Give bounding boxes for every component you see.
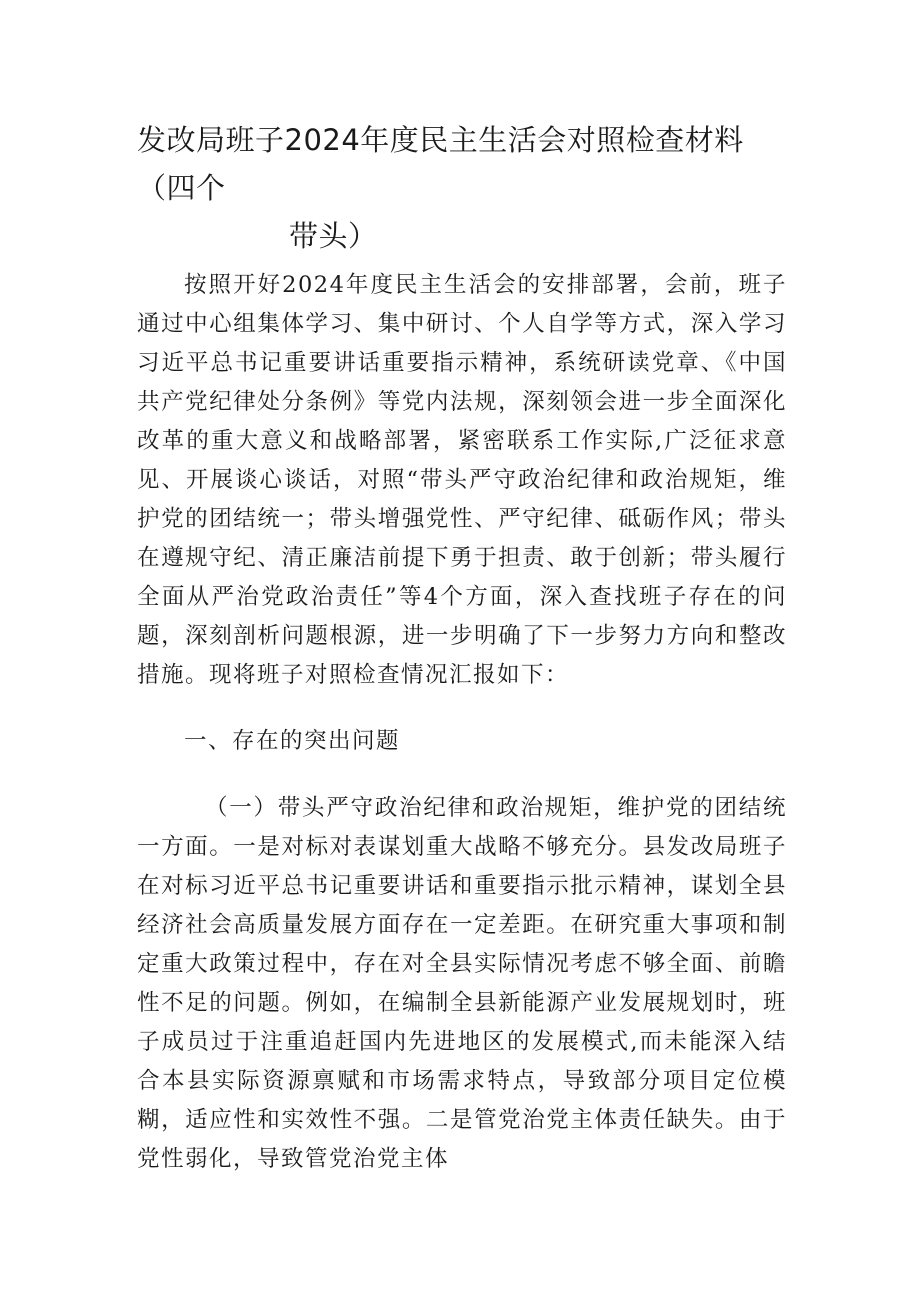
- document-body: [137, 266, 787, 1179]
- title-line-2: 带头）: [289, 219, 378, 253]
- title-line-1: 发改局班子2024年度民主生活会对照检查材料（四个: [137, 123, 744, 205]
- section-heading: 一、存在的突出问题: [184, 728, 401, 754]
- document-title: [137, 116, 797, 260]
- intro-paragraph: 按照开好2024年度民主生活会的安排部署，会前，班子通过中心组集体学习、集中研讨、个人自学等方式，深入学习习近平总书记重要讲话重要指示精神，系统研读党章、《中国共产党纪律处分条例》等党内法规，深刻领会进一步全面深化改革的重大意义和战略部署，紧密联系工作实际,广泛征求意见、开展谈心谈话，对照“带头严守政治纪律和政治规矩，维护党的团结统一；带头增强党性、严守纪律、砥砺作风；带头在遵规守纪、清正廉洁前提下勇于担责、敢于创新；带头履行全面从严治党政治责任”等4个方面，深入查找班子存在的问题，深刻剖析问题根源，进一步明确了下一步努力方向和整改措施。现将班子对照检查情况汇报如下：: [137, 272, 787, 688]
- subsection-paragraph: （一）带头严守政治纪律和政治规矩，维护党的团结统一方面。一是对标对表谋划重大战略不够充分。县发改局班子在对标习近平总书记重要讲话和重要指示批示精神，谋划全县经济社会高质量发展方面存在一定差距。在研究重大事项和制定重大政策过程中，存在对全县实际情况考虑不够全面、前瞻性不足的问题。例如，在编制全县新能源产业发展规划时，班子成员过于注重追赶国内先进地区的发展模式,而未能深入结合本县实际资源禀赋和市场需求特点，导致部分项目定位模糊，适应性和实效性不强。二是管党治党主体责任缺失。由于党性弱化，导致管党治党主体: [137, 795, 787, 1172]
